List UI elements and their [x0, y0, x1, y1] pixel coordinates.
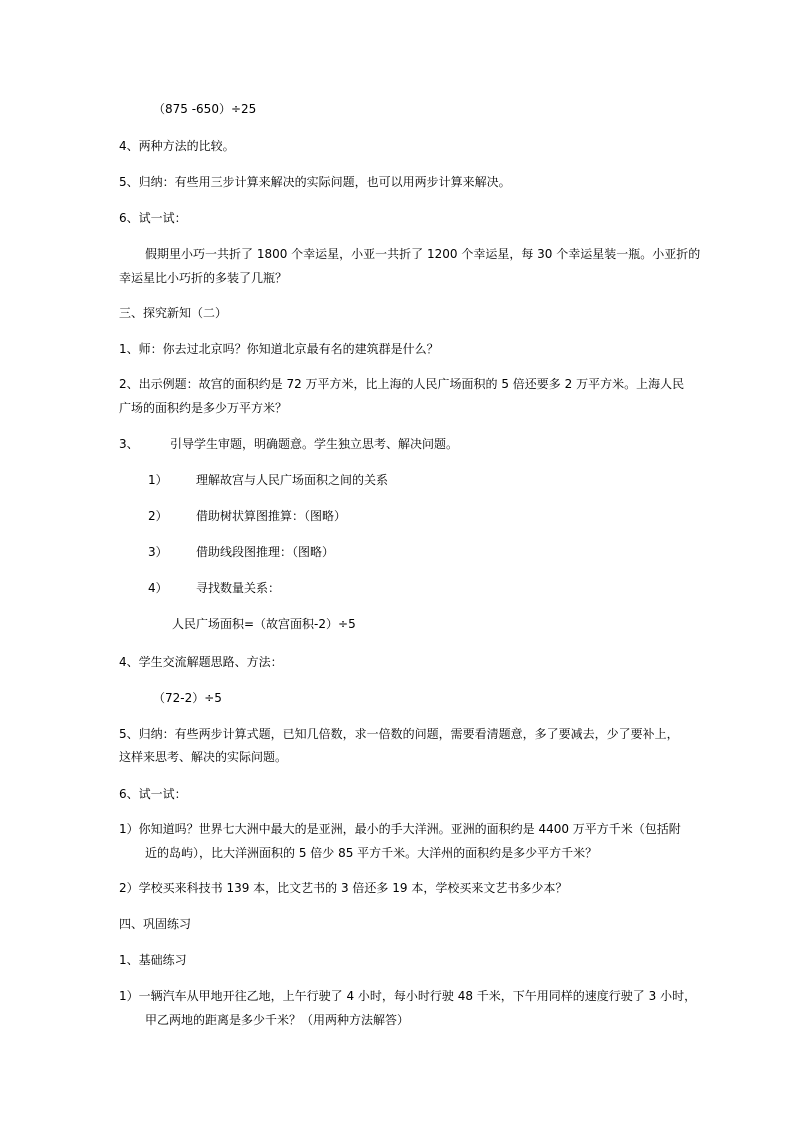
- step-5-summary: 5、归纳：有些用三步计算来解决的实际问题，也可以用两步计算来解决。: [119, 175, 511, 189]
- try-problem-line-1: 假期里小巧一共折了 1800 个幸运星，小亚一共折了 1200 个幸运星，每 30 个幸运星装一瓶。小亚折的: [145, 247, 701, 261]
- sub-4-number: 4）: [148, 581, 168, 595]
- try-problem-line-2: 幸运星比小巧折的多装了几瓶？: [119, 271, 288, 285]
- section-heading-3: 三、探究新知（二）: [119, 306, 228, 320]
- step-3-number: 3、: [119, 437, 139, 451]
- step-4-exchange: 4、学生交流解题思路、方法：: [119, 655, 283, 669]
- example-line-1: 2、出示例题：故宫的面积约是 72 万平方米，比上海的人民广场面积的 5 倍还要多 2 万平方米。上海人民: [119, 377, 685, 391]
- sub-4-text: 寻找数量关系：: [196, 581, 281, 595]
- step-6-try-2: 6、试一试：: [119, 787, 187, 801]
- basic-practice: 1、基础练习: [119, 953, 187, 967]
- practice-1-line-1: 1）一辆汽车从甲地开往乙地，上午行驶了 4 小时，每小时行驶 48 千米，下午用同样的速度行驶了 3 小时，: [119, 989, 697, 1003]
- step-3-text: 引导学生审题，明确题意。学生独立思考、解决问题。: [170, 437, 459, 451]
- summary-line-2: 这样来思考、解决的实际问题。: [119, 750, 288, 764]
- calc-expression-1: （875 -650）÷25: [153, 102, 257, 116]
- sub-3-text: 借助线段图推理：（图略）: [196, 545, 335, 559]
- quantity-relation: 人民广场面积=（故宫面积-2）÷5: [172, 617, 356, 631]
- sub-3-number: 3）: [148, 545, 168, 559]
- sub-1-text: 理解故宫与人民广场面积之间的关系: [196, 473, 389, 487]
- step-6-try: 6、试一试：: [119, 211, 187, 225]
- problem-1-line-1: 1）你知道吗？世界七大洲中最大的是亚洲，最小的手大洋洲。亚洲的面积约是 4400 万平方千米（包括附: [119, 822, 681, 836]
- problem-2: 2）学校买来科技书 139 本，比文艺书的 3 倍还多 19 本，学校买来文艺书多少本？: [119, 881, 568, 895]
- sub-2-number: 2）: [148, 509, 168, 523]
- calc-expression-2: （72-2）÷5: [153, 691, 222, 705]
- problem-1-line-2: 近的岛屿），比大洋洲面积的 5 倍少 85 平方千米。大洋州的面积约是多少平方千米？: [145, 846, 598, 860]
- section-heading-4: 四、巩固练习: [119, 917, 192, 931]
- teacher-question: 1、师：你去过北京吗？你知道北京最有名的建筑群是什么？: [119, 342, 439, 356]
- step-4-compare: 4、两种方法的比较。: [119, 139, 235, 153]
- sub-2-text: 借助树状算图推算：（图略）: [196, 509, 347, 523]
- summary-line-1: 5、归纳：有些两步计算式题，已知几倍数，求一倍数的问题，需要看清题意，多了要减去，少了要补上，: [119, 727, 679, 741]
- example-line-2: 广场的面积约是多少万平方米？: [119, 401, 288, 415]
- practice-1-line-2: 甲乙两地的距离是多少千米？（用两种方法解答）: [145, 1013, 410, 1027]
- sub-1-number: 1）: [148, 473, 168, 487]
